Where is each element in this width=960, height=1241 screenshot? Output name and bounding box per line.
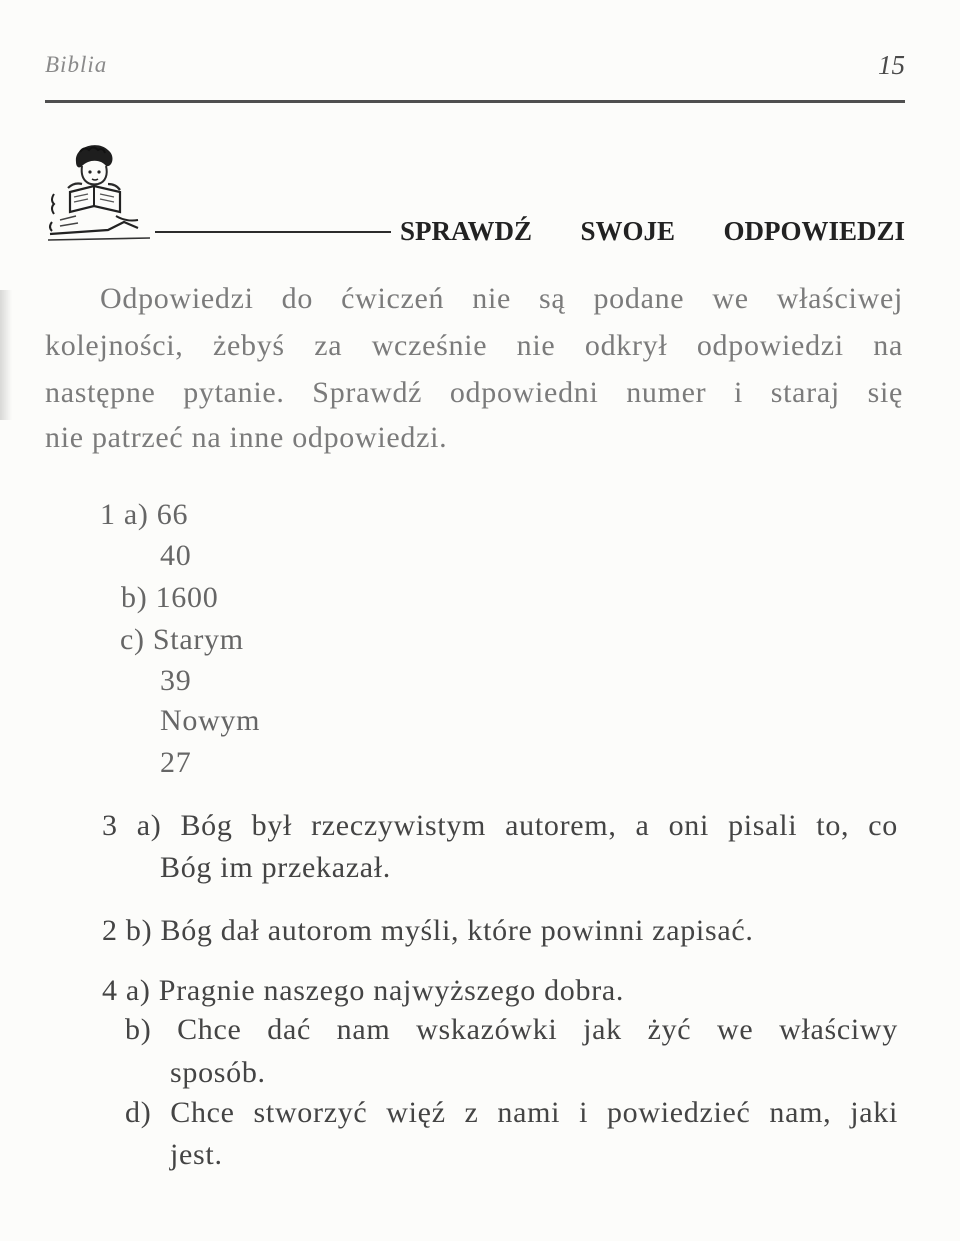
scan-edge-shadow [0, 290, 12, 420]
answer-line: Bóg im przekazał. [160, 851, 391, 884]
intro-line: następne pytanie. Sprawdź odpowiedni numer i staraj się [45, 376, 903, 409]
section-heading: SPRAWDŹ SWOJE ODPOWIEDZI [400, 216, 905, 246]
running-title: Biblia [45, 52, 108, 77]
answer-line: 1 a) 66 [100, 498, 189, 531]
answer-line: d) Chce stworzyć więź z nami i powiedzieć nam, jaki [125, 1096, 898, 1129]
answer-line: Nowym [160, 704, 261, 737]
heading-rule [155, 231, 391, 233]
intro-line: Odpowiedzi do ćwiczeń nie są podane we właściwej [100, 282, 903, 315]
answer-line: 39 [160, 664, 192, 697]
page-number: 15 [878, 50, 905, 80]
answer-line: b) 1600 [121, 581, 219, 614]
answer-line: b) Chce dać nam wskazówki jak żyć we właściwy [125, 1013, 898, 1046]
header-rule [45, 100, 905, 103]
intro-line: nie patrzeć na inne odpowiedzi. [45, 421, 448, 454]
answer-line: 2 b) Bóg dał autorom myśli, które powinni zapisać. [102, 914, 754, 947]
answer-line: 3 a) Bóg był rzeczywistym autorem, a oni pisali to, co [102, 809, 898, 842]
answer-line: 40 [160, 539, 192, 572]
answer-line: sposób. [170, 1056, 266, 1089]
answer-line: 4 a) Pragnie naszego najwyższego dobra. [102, 974, 625, 1007]
reading-student-icon [46, 142, 154, 246]
answer-line: c) Starym [120, 623, 244, 656]
answer-line: 27 [160, 746, 192, 779]
answer-line: jest. [170, 1138, 223, 1171]
intro-line: kolejności, żebyś za wcześnie nie odkrył odpowiedzi na [45, 329, 903, 362]
